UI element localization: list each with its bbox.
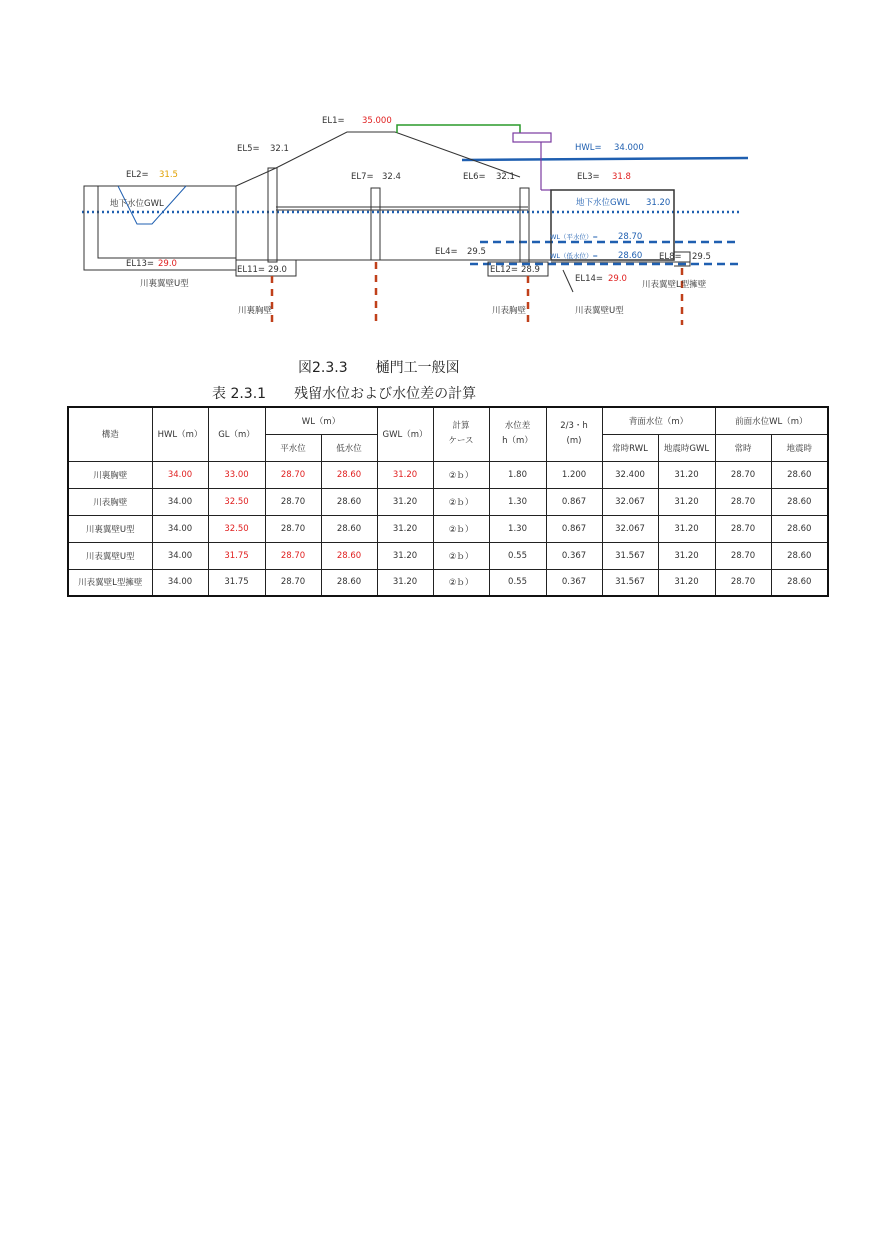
gwl-right-value: 31.20 [646, 198, 671, 208]
hwl-value: 34.000 [614, 143, 644, 153]
el8-value: 29.5 [692, 252, 711, 262]
el3-value: 31.8 [612, 172, 631, 182]
table-row [68, 488, 828, 515]
el1-label: EL1= [322, 116, 345, 126]
cell-wl-low: 28.60 [321, 461, 377, 488]
cell-structure: 川表胸壁 [68, 488, 152, 515]
cell-case: ②ｂ） [433, 569, 489, 596]
cell-wl-low: 28.60 [321, 542, 377, 569]
el14-pointer [563, 270, 573, 292]
cell-ratio: 0.867 [546, 515, 602, 542]
header-front-quake: 地震時 [771, 434, 828, 461]
cell-case: ②ｂ） [433, 542, 489, 569]
el7-value: 32.4 [382, 172, 401, 182]
cell-gl: 31.75 [208, 569, 265, 596]
cell-h: 1.30 [489, 488, 546, 515]
cell-gwl-quake: 31.20 [658, 515, 715, 542]
header-wl: WL（m） [265, 407, 377, 434]
header-case [433, 407, 489, 461]
cell-wl-normal: 28.70 [265, 569, 321, 596]
landside-breastwall-label: 川裏胸壁 [238, 306, 273, 316]
middle-post [371, 188, 380, 260]
hwl-label: HWL= [575, 143, 602, 153]
header-case-line2: ケース [448, 436, 474, 447]
header-case-line1: 計算 [452, 421, 470, 432]
header-structure: 構造 [68, 407, 152, 461]
header-ratio [546, 407, 602, 461]
cell-gwl: 31.20 [377, 515, 433, 542]
table-row [68, 461, 828, 488]
cell-wl-normal: 28.70 [265, 515, 321, 542]
hwl-line [462, 158, 748, 160]
header-gwl: GWL（m） [377, 407, 433, 461]
el14-label: EL14= [575, 274, 604, 284]
cell-gwl-quake: 31.20 [658, 542, 715, 569]
cell-gwl-quake: 31.20 [658, 461, 715, 488]
el3-label: EL3= [577, 172, 600, 182]
cell-structure: 川表翼壁U型 [68, 542, 152, 569]
el5-label: EL5= [237, 144, 260, 154]
cell-ratio: 0.367 [546, 542, 602, 569]
cell-wl-normal: 28.70 [265, 488, 321, 515]
cell-gwl: 31.20 [377, 542, 433, 569]
cell-front-normal: 28.70 [715, 569, 771, 596]
figure-caption: 図2.3.3 樋門工一般図 [298, 360, 460, 376]
table-row [68, 542, 828, 569]
cell-structure: 川裏胸壁 [68, 461, 152, 488]
cell-ratio: 1.200 [546, 461, 602, 488]
cell-gwl-quake: 31.20 [658, 569, 715, 596]
cell-front-quake: 28.60 [771, 569, 828, 596]
header-front-normal: 常時 [715, 434, 771, 461]
cell-hwl: 34.00 [152, 542, 208, 569]
table-row [68, 569, 828, 596]
el4-label: EL4= [435, 247, 458, 257]
el5-value: 32.1 [270, 144, 289, 154]
wl-normal-label: WL（平水位）= [550, 233, 598, 241]
el14-value: 29.0 [608, 274, 627, 284]
el11-value: 29.0 [268, 265, 287, 275]
cell-hwl: 34.00 [152, 488, 208, 515]
header-back-quake: 地震時GWL [658, 434, 715, 461]
cell-ratio: 0.867 [546, 488, 602, 515]
cell-gl: 33.00 [208, 461, 265, 488]
cell-front-quake: 28.60 [771, 488, 828, 515]
cell-front-quake: 28.60 [771, 515, 828, 542]
cell-hwl: 34.00 [152, 569, 208, 596]
cell-h: 0.55 [489, 569, 546, 596]
cell-rwl: 32.067 [602, 515, 658, 542]
wl-low-value: 28.60 [618, 251, 643, 261]
wl-low-label: WL（低水位）= [550, 252, 598, 260]
riverside-l-label: 川表翼壁L型擁壁 [642, 280, 707, 290]
header-diff-line2: h（m） [502, 436, 533, 447]
table-caption: 表 2.3.1 残留水位および水位差の計算 [212, 386, 477, 402]
cell-rwl: 32.400 [602, 461, 658, 488]
el13-value: 29.0 [158, 259, 177, 269]
cell-front-quake: 28.60 [771, 461, 828, 488]
header-back-normal: 常時RWL [602, 434, 658, 461]
cell-h: 1.30 [489, 515, 546, 542]
cell-gwl: 31.20 [377, 461, 433, 488]
riverside-breastwall-label: 川表胸壁 [492, 306, 527, 316]
el2-value: 31.5 [159, 170, 178, 180]
header-diff [489, 407, 546, 461]
cell-ratio: 0.367 [546, 569, 602, 596]
el6-value: 32.1 [496, 172, 515, 182]
residual-water-level-table [67, 406, 829, 597]
cell-gwl: 31.20 [377, 569, 433, 596]
header-back: 背面水位（m） [602, 407, 715, 434]
el11-label: EL11= [237, 265, 266, 275]
cell-wl-low: 28.60 [321, 569, 377, 596]
cell-structure: 川裏翼壁U型 [68, 515, 152, 542]
cell-front-quake: 28.60 [771, 542, 828, 569]
header-ratio-line2: (m) [566, 436, 582, 447]
cell-front-normal: 28.70 [715, 488, 771, 515]
el12-value: 28.9 [521, 265, 540, 275]
cell-rwl: 31.567 [602, 569, 658, 596]
header-wl-low: 低水位 [321, 434, 377, 461]
gwl-left-label: 地下水位GWL [110, 199, 164, 209]
header-front: 前面水位WL（m） [715, 407, 828, 434]
header-gl: GL（m） [208, 407, 265, 461]
cell-case: ②ｂ） [433, 461, 489, 488]
gwl-right-label: 地下水位GWL [576, 198, 630, 208]
cell-hwl: 34.00 [152, 515, 208, 542]
cell-gl: 32.50 [208, 488, 265, 515]
cell-h: 0.55 [489, 542, 546, 569]
cell-wl-normal: 28.70 [265, 542, 321, 569]
cell-case: ②ｂ） [433, 488, 489, 515]
cell-gl: 32.50 [208, 515, 265, 542]
table-row [68, 515, 828, 542]
cell-wl-low: 28.60 [321, 488, 377, 515]
header-wl-normal: 平水位 [265, 434, 321, 461]
el4-value: 29.5 [467, 247, 486, 257]
cell-gwl: 31.20 [377, 488, 433, 515]
cell-wl-low: 28.60 [321, 515, 377, 542]
riverside-breastwall [520, 188, 529, 262]
cell-front-normal: 28.70 [715, 461, 771, 488]
el12-label: EL12= [490, 265, 519, 275]
el13-label: EL13= [126, 259, 155, 269]
landside-u-label: 川裏翼壁U型 [140, 279, 189, 289]
wl-normal-value: 28.70 [618, 232, 643, 242]
cell-rwl: 31.567 [602, 542, 658, 569]
gate-structure [397, 125, 520, 133]
cell-gwl-quake: 31.20 [658, 488, 715, 515]
cell-hwl: 34.00 [152, 461, 208, 488]
landside-breastwall [268, 168, 277, 262]
landside-u-inner [98, 186, 236, 258]
sluice-general-drawing [0, 0, 876, 345]
header-diff-line1: 水位差 [504, 421, 531, 432]
cell-wl-normal: 28.70 [265, 461, 321, 488]
cell-case: ②ｂ） [433, 515, 489, 542]
cell-front-normal: 28.70 [715, 515, 771, 542]
cell-gl: 31.75 [208, 542, 265, 569]
riverside-u-label: 川表翼壁U型 [575, 306, 624, 316]
el1-value: 35.000 [362, 116, 392, 126]
el7-label: EL7= [351, 172, 374, 182]
header-hwl: HWL（m） [152, 407, 208, 461]
cell-rwl: 32.067 [602, 488, 658, 515]
el2-label: EL2= [126, 170, 149, 180]
header-ratio-line1: 2/3・h [560, 421, 588, 432]
cell-structure: 川表翼壁L型擁壁 [68, 569, 152, 596]
gate-hoist [513, 133, 551, 142]
cell-h: 1.80 [489, 461, 546, 488]
cell-front-normal: 28.70 [715, 542, 771, 569]
el8-label: EL8= [659, 252, 682, 262]
el6-label: EL6= [463, 172, 486, 182]
